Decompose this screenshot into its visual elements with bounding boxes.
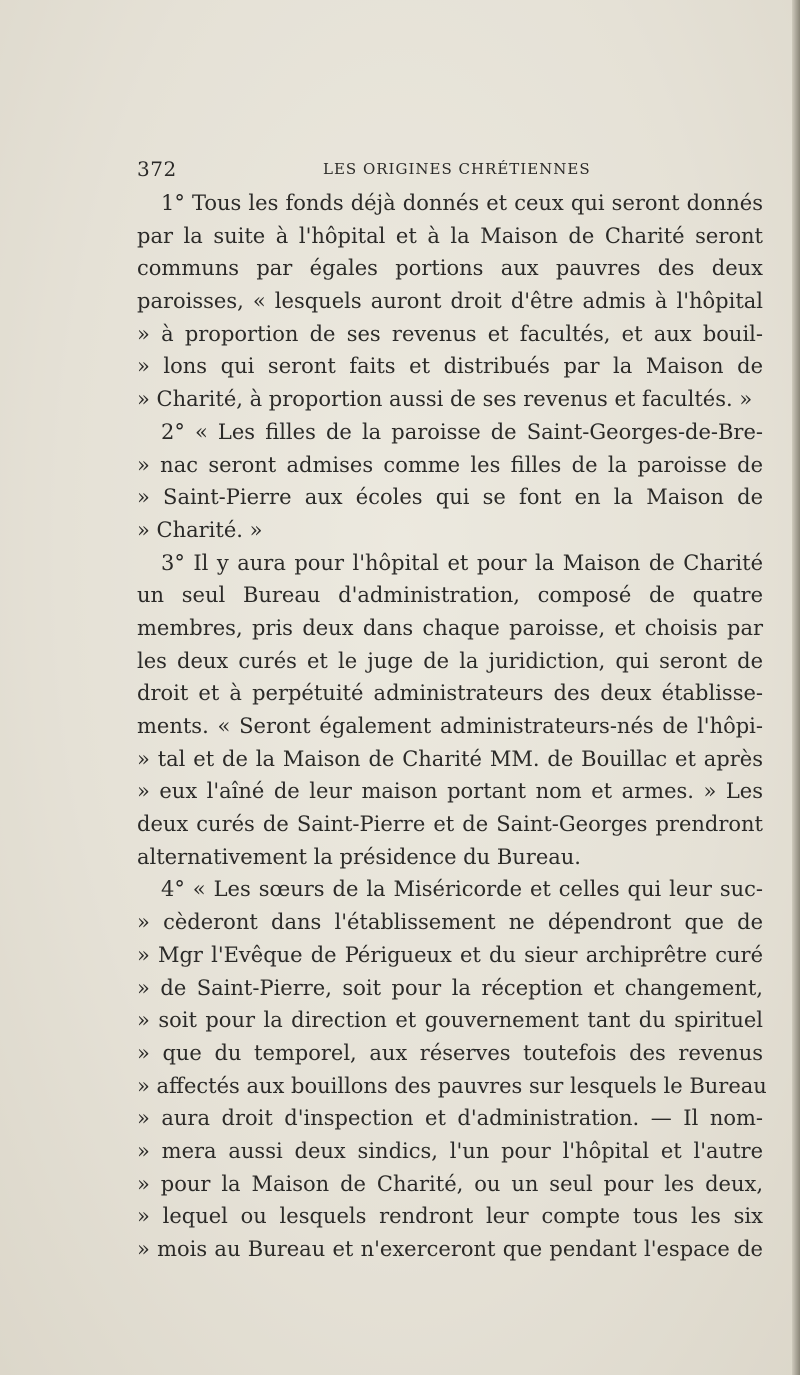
text-line: paroisses, « lesquels auront droit d'être admis à l'hôpital (137, 289, 763, 314)
text-line: 2° « Les filles de la paroisse de Saint-Georges-de-Bre- (161, 419, 763, 444)
text-line: 4° « Les sœurs de la Miséricorde et celles qui leur suc- (161, 877, 763, 902)
text-line: » affectés aux bouillons des pauvres sur lesquels le Bureau (137, 1073, 767, 1098)
text-line: » aura droit d'inspection et d'administration. — Il nom- (137, 1106, 763, 1131)
text-line: un seul Bureau d'administration, composé de quatre (137, 583, 763, 608)
text-line: » Charité. » (137, 517, 263, 542)
text-line: » tal et de la Maison de Charité MM. de Bouillac et après (137, 746, 763, 771)
text-line: » pour la Maison de Charité, ou un seul pour les deux, (137, 1171, 763, 1196)
text-line: » Charité, à proportion aussi de ses revenus et facultés. » (137, 387, 753, 412)
text-line: » nac seront admises comme les filles de la paroisse de (137, 452, 763, 477)
page-number: 372 (137, 157, 177, 181)
text-line: » eux l'aîné de leur maison portant nom et armes. » Les (137, 779, 763, 804)
text-line: » Saint-Pierre aux écoles qui se font en la Maison de (137, 485, 763, 510)
running-title: LES ORIGINES CHRÉTIENNES (323, 160, 591, 178)
text-line: deux curés de Saint-Pierre et de Saint-Georges prendront (137, 812, 763, 837)
text-line: » cèderont dans l'établissement ne dépendront que de (137, 910, 763, 935)
page-header (137, 157, 763, 187)
body-text (137, 187, 767, 1266)
text-line: » mois au Bureau et n'exerceront que pendant l'espace de (137, 1237, 763, 1261)
text-line: par la suite à l'hôpital et à la Maison de Charité seront (137, 223, 763, 248)
text-line: membres, pris deux dans chaque paroisse, et choisis par (137, 615, 763, 640)
text-line: alternativement la présidence du Bureau. (137, 844, 581, 869)
text-line: » Mgr l'Evêque de Périgueux et du sieur archiprêtre curé (137, 942, 763, 967)
text-line: 3° Il y aura pour l'hôpital et pour la Maison de Charité (161, 550, 763, 575)
text-line: 1° Tous les fonds déjà donnés et ceux qui seront donnés (161, 191, 763, 215)
page-edge-shadow (792, 0, 800, 1375)
text-line: ments. « Seront également administrateurs-nés de l'hôpi- (137, 714, 763, 738)
text-line: » lons qui seront faits et distribués par la Maison de (137, 354, 763, 379)
text-line: » lequel ou lesquels rendront leur compte tous les six (137, 1204, 763, 1229)
text-line: » mera aussi deux sindics, l'un pour l'hôpital et l'autre (137, 1138, 763, 1163)
text-line: » que du temporel, aux réserves toutefois des revenus (137, 1040, 763, 1065)
text-line: les deux curés et le juge de la juridiction, qui seront de (137, 648, 763, 673)
text-line: » de Saint-Pierre, soit pour la réception et changement, (137, 975, 763, 1000)
text-line: » à proportion de ses revenus et facultés, et aux bouil- (137, 321, 763, 346)
text-line: droit et à perpétuité administrateurs des deux établisse- (137, 681, 763, 706)
text-line: communs par égales portions aux pauvres des deux (137, 256, 763, 281)
text-line: » soit pour la direction et gouvernement tant du spirituel (137, 1008, 763, 1033)
